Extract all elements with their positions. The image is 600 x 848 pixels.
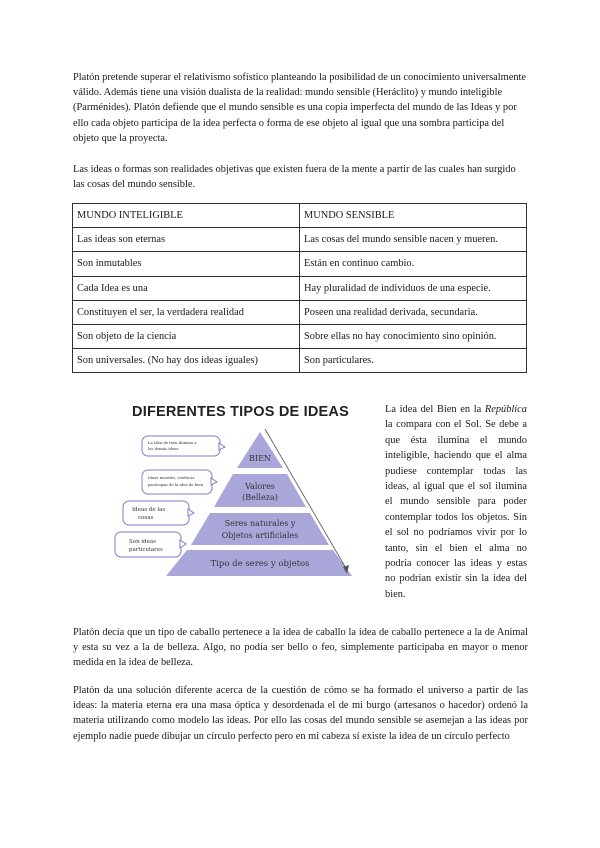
table-row <box>73 324 527 348</box>
caballo-paragraph: Platón decía que un tipo de caballo pertenece a la idea de caballo la idea de caballo pertenece a la de Animal y esta su vez a la de belleza. Algo, no podía ser bello o feo, simplemente participaba en mayor o menor medida en la idea de belleza. <box>73 627 528 669</box>
bubble-text: las demás ideas <box>148 446 179 451</box>
level-label: Tipo de seres y objetos <box>210 559 310 569</box>
bubble-text: La idea de bien ilumina a <box>148 440 197 445</box>
table-cell: Sobre ellas no hay conocimiento sino opinión. <box>300 324 527 348</box>
table-cell: Son particulares. <box>300 349 527 373</box>
table-cell: Están en continuo cambio. <box>300 252 527 276</box>
table-cell: Son objeto de la ciencia <box>73 324 300 348</box>
table-row <box>73 252 527 276</box>
intro-paragraph: Platón pretende superar el relativismo sofístico planteando la posibilidad de un conocimiento universalmente válido. Además tiene una visión dualista de la realidad: mundo sensible (Heráclito) y mundo inteligible (Parménides). Platón defiende que el mundo sensible es una copia imperfecta del mundo de las Ideas y por ello cada objeto participa de la idea perfecta o forma de ese objeto al igual que una sombra participa del objeto que la proyecta. <box>73 72 527 144</box>
ideas-paragraph: Las ideas o formas son realidades objetivas que existen fuera de la mente a partir de las cuales han surgido las cosas del mundo sensible. <box>73 164 516 191</box>
level-label: BIEN <box>249 454 271 463</box>
level-label: Seres naturales y <box>224 519 296 528</box>
bubble-text: Ideas de las <box>132 507 166 513</box>
table-row <box>73 228 527 252</box>
bubble-bien <box>142 436 225 456</box>
table-cell: Poseen una realidad derivada, secundaria. <box>300 300 527 324</box>
header-sensible: MUNDO SENSIBLE <box>300 204 527 228</box>
republica-italic: República <box>484 404 527 415</box>
header-inteligible: MUNDO INTELIGIBLE <box>73 204 300 228</box>
table-row <box>73 276 527 300</box>
bubble-text: Ideas morales, estéticas <box>148 475 195 480</box>
table-cell: Cada Idea es una <box>73 276 300 300</box>
side-text-end: la compara con el Sol. Se debe a que ésta ilumina el mundo inteligible, haciendo que el alma pudiese contemplar todas las ideas, al igual que el sol ilumina el mundo sensible para poder contemplar todos los objetos. Sin el sol no podríamos vivir por lo tanto, sin el bien el alma no podría conocer las ideas y estas no podrían existir sin la idea del bien. <box>385 419 527 600</box>
side-text-start: La idea del Bien en la <box>385 404 485 415</box>
bubble-text: particulares <box>129 547 163 553</box>
ideas-pyramid-figure <box>113 398 368 603</box>
table-cell: Son inmutables <box>73 252 300 276</box>
table-cell: Constituyen el ser, la verdadera realidad <box>73 300 300 324</box>
bubble-text: participan de la idea de bien <box>148 482 204 487</box>
bubble-text: cosas <box>138 515 154 521</box>
bubble-cosas <box>123 501 194 525</box>
comparison-table <box>72 203 527 373</box>
bien-sidebar-text <box>385 402 527 602</box>
bubble-valores <box>142 470 217 494</box>
universo-paragraph: Platón da una solución diferente acerca de la cuestión de cómo se ha formado el universo a partir de las ideas: la materia eterna era una masa óptica y desordenada el de mi burgo (artesanos o hacedor) ordenó la materia utilizando como modelo las ideas. Por ello las cosas del mundo sensible se asemejan a las ideas por ejemplo nadie puede dibujar un círculo perfecto pero en mi cabeza sí existe la idea de un círculo perfecto <box>73 685 528 742</box>
level-label: (Belleza) <box>242 493 278 502</box>
level-label: Objetos artificiales <box>221 531 299 540</box>
table-header-row <box>73 204 527 228</box>
table-cell: Las ideas son eternas <box>73 228 300 252</box>
table-row <box>73 349 527 373</box>
level-label: Valores <box>245 482 275 491</box>
table-cell: Las cosas del mundo sensible nacen y mueren. <box>300 228 527 252</box>
pyramid-diagram <box>113 398 368 603</box>
pyramid-level-seres <box>191 513 329 545</box>
figure-title: DIFERENTES TIPOS DE IDEAS <box>132 404 349 420</box>
table-cell: Son universales. (No hay dos ideas iguales) <box>73 349 300 373</box>
bubble-particulares <box>115 532 186 557</box>
table-cell: Hay pluralidad de individuos de una especie. <box>300 276 527 300</box>
bubble-text: Son ideas <box>129 539 157 545</box>
table-row <box>73 300 527 324</box>
